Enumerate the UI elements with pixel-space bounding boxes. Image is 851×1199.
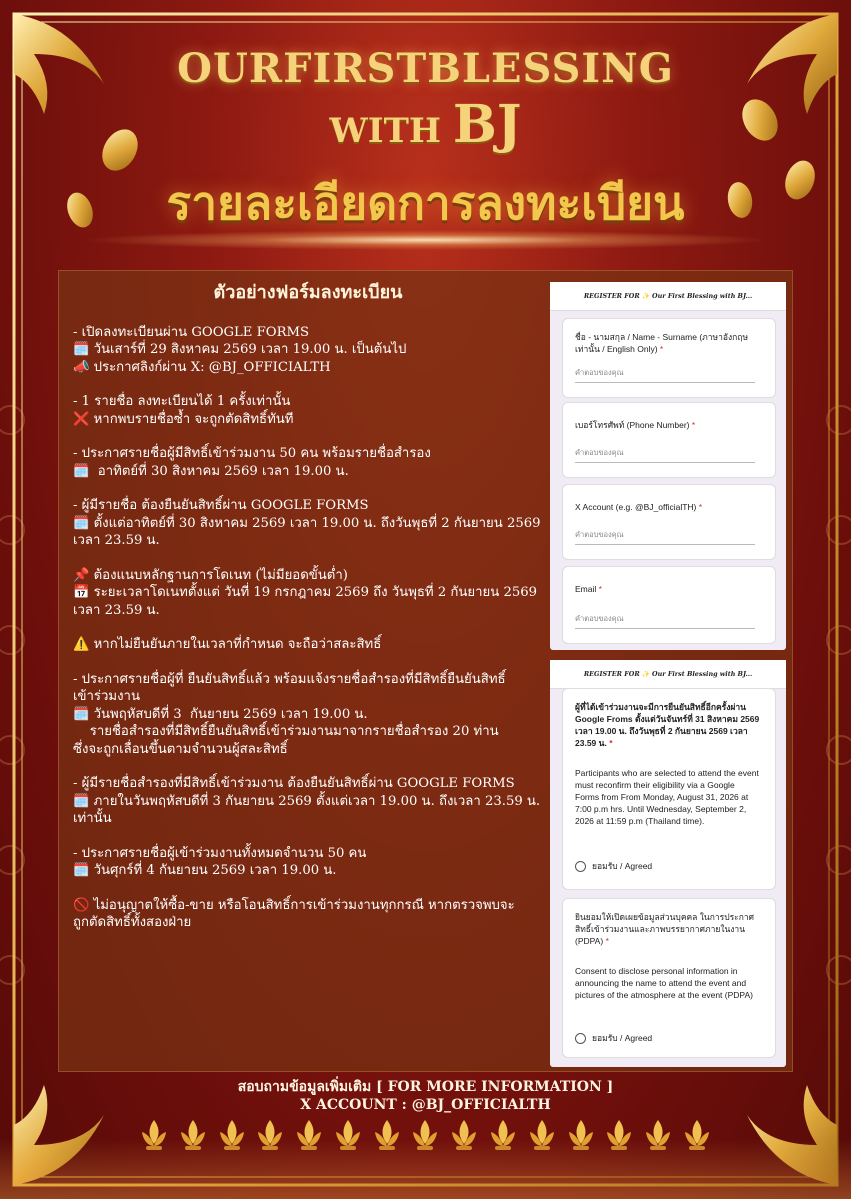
- detail-line: 📌 ต้องแนบหลักฐานการโดเนท (ไม่มียอดขั้นต่ำ): [73, 567, 348, 583]
- footer: [0, 1078, 851, 1114]
- detail-line: 🗓️ ตั้งแต่อาทิตย์ที่ 30 สิงหาคม 2569 เวลา 19.00 น. ถึงวันพุธที่ 2 กันยายน 2569: [73, 515, 541, 531]
- registration-details: [73, 282, 543, 932]
- detail-line: 🚫 ไม่อนุญาตให้ซื้อ-ขาย หรือโอนสิทธิ์การเข้าร่วมงานทุกกรณี หากตรวจพบจะ: [73, 897, 515, 913]
- detail-line: เท่านั้น: [73, 811, 112, 826]
- detail-line: 🗓️ วันเสาร์ที่ 29 สิงหาคม 2569 เวลา 19.00 น. เป็นต้นไป: [73, 342, 407, 357]
- detail-line: 📣 ประกาศลิงก์ผ่าน X: @BJ_OFFICIALTH: [73, 359, 331, 375]
- title-bj: BJ: [452, 94, 522, 155]
- title-line2: [0, 94, 851, 155]
- form-header: REGISTER FOR ✨ Our First Blessing with BJ...: [550, 660, 786, 689]
- detail-line: ❌ หากพบรายชื่อซ้ำ จะถูกตัดสิทธิ์ทันที: [73, 411, 294, 427]
- detail-line: - ประกาศรายชื่อผู้เข้าร่วมงานทั้งหมดจำนวน 50 คน: [73, 845, 367, 861]
- detail-line: ซึ่งจะถูกเลื่อนขึ้นตามจำนวนผู้สละสิทธิ์: [73, 741, 288, 757]
- pdpa-question-card: [562, 898, 776, 1058]
- question-label: ชื่อ - นามสกุล / Name - Surname (ภาษาอังกฤษเท่านั้น / English Only) *: [575, 332, 749, 354]
- title-with: WITH: [329, 111, 442, 151]
- detail-line: - ประกาศรายชื่อผู้มีสิทธิ์เข้าร่วมงาน 50 คน พร้อมรายชื่อสำรอง: [73, 446, 431, 461]
- detail-line: ⚠️ หากไม่ยืนยันภายในเวลาที่กำหนด จะถือว่าสละสิทธิ์: [73, 637, 382, 652]
- left-ornament-pattern: [0, 320, 50, 1120]
- x-account-text: X ACCOUNT : @BJ_OFFICIALTH: [300, 1097, 551, 1113]
- form-example-title: ตัวอย่างฟอร์มลงทะเบียน: [213, 282, 403, 303]
- pdpa-english-text: Consent to disclose personal information in announcing the name to attend the event and pictures of the atmosphere at the event (PDPA): [575, 966, 753, 1000]
- reconfirm-question-card: [562, 688, 776, 890]
- line-gap: [73, 880, 543, 897]
- header: [0, 45, 851, 240]
- detail-line: 🗓️ ภายในวันพฤหัสบดีที่ 3 กันยายน 2569 ตั้งแต่เวลา 19.00 น. ถึงเวลา 23.59 น.: [73, 793, 541, 809]
- detail-line: 🗓️ วันพฤหัสบดีที่ 3 กันยายน 2569 เวลา 19.00 น.: [73, 706, 368, 722]
- answer-input[interactable]: คำตอบของคุณ: [575, 529, 755, 545]
- line-gap: [73, 654, 543, 671]
- detail-line: 🗓️ วันศุกร์ที่ 4 กันยายน 2569 เวลา 19.00 น.: [73, 863, 337, 878]
- x-account-question-card: [562, 484, 776, 560]
- detail-line: รายชื่อสำรองที่มีสิทธิ์ยืนยันสิทธิ์เข้าร่วมงานมาจากรายชื่อสำรอง 20 ท่าน: [73, 724, 499, 739]
- line-gap: [73, 828, 543, 845]
- question-label: Email *: [575, 584, 602, 594]
- question-label: เบอร์โทรศัพท์ (Phone Number) *: [575, 420, 696, 430]
- detail-line: เข้าร่วมงาน: [73, 689, 140, 704]
- right-ornament-pattern: [801, 320, 851, 1120]
- answer-input[interactable]: คำตอบของคุณ: [575, 613, 755, 629]
- form-sample-2: [550, 660, 786, 1067]
- line-gap: [73, 550, 543, 567]
- title-line1: OURFIRSTBLESSING: [177, 45, 674, 92]
- line-gap: [73, 480, 543, 497]
- detail-line: - ผู้มีรายชื่อ ต้องยืนยันสิทธิ์ผ่าน GOOGLE FORMS: [73, 498, 369, 513]
- line-gap: [73, 376, 543, 393]
- detail-line: - 1 รายชื่อ ลงทะเบียนได้ 1 ครั้งเท่านั้น: [73, 394, 291, 409]
- detail-line: - เปิดลงทะเบียนผ่าน GOOGLE FORMS: [73, 324, 310, 340]
- bottom-glow: [0, 1139, 851, 1199]
- line-gap: [73, 428, 543, 445]
- pdpa-thai-text: ยินยอมให้เปิดเผยข้อมูลส่วนบุคคล ในการประกาศสิทธิ์เข้าร่วมงานและภาพบรรยากาศภายในงาน (PDPA) *: [575, 912, 755, 946]
- line-gap: [73, 619, 543, 636]
- title-thai: รายละเอียดการลงทะเบียน: [166, 176, 685, 230]
- detail-line: เวลา 23.59 น.: [73, 602, 160, 618]
- detail-line: ถูกตัดสิทธิ์ทั้งสองฝ่าย: [73, 915, 192, 930]
- light-glow: [80, 230, 771, 250]
- agree-radio[interactable]: ยอมรับ / Agreed: [575, 1031, 652, 1045]
- detail-line: - ผู้มีรายชื่อสำรองที่มีสิทธิ์เข้าร่วมงาน ต้องยืนยันสิทธิ์ผ่าน GOOGLE FORMS: [73, 776, 515, 791]
- detail-line: เวลา 23.59 น.: [73, 533, 160, 548]
- name-question-card: [562, 318, 776, 398]
- email-question-card: [562, 566, 776, 644]
- detail-line: 📅 ระยะเวลาโดเนทตั้งแต่ วันที่ 19 กรกฎาคม 2569 ถึง วันพุธที่ 2 กันยายน 2569: [73, 585, 538, 600]
- more-info-text: สอบถามข้อมูลเพิ่มเติม [ FOR MORE INFORMATION ]: [237, 1079, 614, 1095]
- form-header: REGISTER FOR ✨ Our First Blessing with BJ...: [550, 282, 786, 311]
- agree-radio[interactable]: ยอมรับ / Agreed: [575, 859, 652, 873]
- answer-input[interactable]: คำตอบของคุณ: [575, 447, 755, 463]
- question-label: X Account (e.g. @BJ_officialTH) *: [575, 502, 703, 512]
- answer-input[interactable]: คำตอบของคุณ: [575, 367, 755, 383]
- reconfirm-thai-text: ผู้ที่ได้เข้าร่วมงานจะมีการยืนยันสิทธิ์อีกครั้งผ่าน Google Froms ตั้งแต่วันจันทร์ที่ 31 สิงหาคม 2569 เวลา 19.00 น. ถึงวันพุธที่ 2 กันยายน 2569 เวลา 23.59 น. *: [575, 702, 760, 748]
- detail-line: - ประกาศรายชื่อผู้ที่ ยืนยันสิทธิ์แล้ว พร้อมแจ้งรายชื่อสำรองที่มีสิทธิ์ยืนยันสิทธิ์: [73, 671, 506, 687]
- detail-lines: [73, 324, 543, 932]
- detail-line: 🗓️ อาทิตย์ที่ 30 สิงหาคม 2569 เวลา 19.00 น.: [73, 463, 349, 479]
- radio-circle-icon: [575, 1033, 586, 1044]
- line-gap: [73, 758, 543, 775]
- phone-question-card: [562, 402, 776, 478]
- form-sample-1: [550, 282, 786, 650]
- radio-circle-icon: [575, 861, 586, 872]
- reconfirm-english-text: Participants who are selected to attend the event must reconfirm their eligibility via a Google Forms from From Monday, August 31, 2026 at 7:00 p.m hrs. Until Wednesday, September 2, 2026 at 11:59 p.m (Thailand time).: [575, 768, 759, 826]
